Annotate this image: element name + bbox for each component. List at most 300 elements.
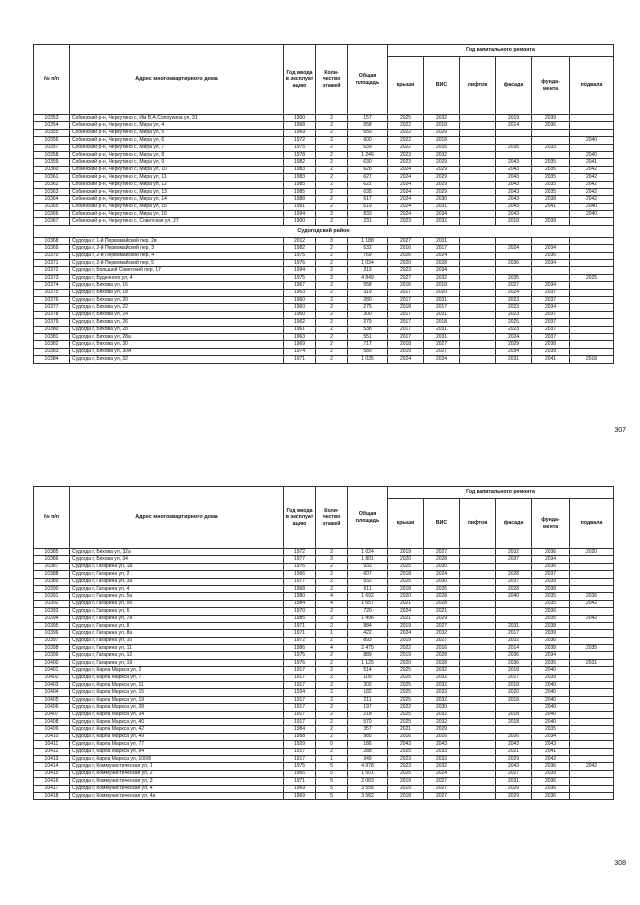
cell-num: 10411 — [34, 741, 70, 748]
table-row — [34, 203, 614, 210]
cell-year: 1917 — [284, 748, 316, 755]
cell-basement — [570, 667, 614, 674]
cell-foundation: 2034 — [532, 556, 570, 563]
cell-basement — [570, 704, 614, 711]
cell-year: 2012 — [284, 237, 316, 244]
cell-num: 10376 — [34, 296, 70, 303]
cell-year: 1971 — [284, 622, 316, 629]
table-row — [34, 645, 614, 652]
cell-roof: 2024 — [388, 356, 424, 363]
cell-lifts — [460, 218, 496, 225]
col-header-year: Год ввода в эксплуат ацию — [284, 487, 316, 549]
cell-basement — [570, 637, 614, 644]
cell-facade: 2018 — [496, 718, 532, 725]
cell-year: 1977 — [284, 556, 316, 563]
cell-roof: 2022 — [388, 129, 424, 136]
table-row — [34, 763, 614, 770]
cell-num: 10375 — [34, 289, 70, 296]
cell-floors: 2 — [316, 652, 348, 659]
col-header-floors: Коли- чество этажей — [316, 487, 348, 549]
cell-address: Судогда г, Гагарина ул, 7а — [70, 615, 284, 622]
cell-roof: 2023 — [388, 151, 424, 158]
cell-basement — [570, 260, 614, 267]
cell-num: 10392 — [34, 600, 70, 607]
cell-floors: 2 — [316, 571, 348, 578]
cell-vis: 2024 — [424, 571, 460, 578]
cell-area: 985 — [348, 733, 388, 740]
table-row — [34, 245, 614, 252]
table-row — [34, 174, 614, 181]
cell-vis: 2032 — [424, 718, 460, 725]
cell-basement — [570, 267, 614, 274]
cell-lifts — [460, 667, 496, 674]
cell-address: Судогда г, Коммунистическая ул, 1 — [70, 763, 284, 770]
cell-foundation: 2039 — [532, 674, 570, 681]
cell-vis: 2033 — [424, 755, 460, 762]
cell-year: 1971 — [284, 778, 316, 785]
cell-floors: 2 — [316, 341, 348, 348]
table-row — [34, 578, 614, 585]
cell-area: 2 475 — [348, 645, 388, 652]
cell-floors: 4 — [316, 593, 348, 600]
cell-year: 1984 — [284, 600, 316, 607]
cell-num: 10384 — [34, 356, 70, 363]
cell-num: 10402 — [34, 674, 70, 681]
cell-num: 10415 — [34, 770, 70, 777]
cell-roof: 2017 — [388, 296, 424, 303]
cell-lifts — [460, 711, 496, 718]
cell-foundation: 2037 — [532, 311, 570, 318]
cell-num: 10418 — [34, 792, 70, 799]
cell-roof: 2022 — [388, 144, 424, 151]
cell-area: 1 657 — [348, 600, 388, 607]
cell-address: Судогда г, Бяхова ул, 26 — [70, 319, 284, 326]
cell-facade: 2029 — [496, 785, 532, 792]
cell-basement — [570, 122, 614, 129]
cell-roof: 2018 — [388, 571, 424, 578]
cell-facade — [496, 563, 532, 570]
cell-facade: 2043 — [496, 181, 532, 188]
cell-num: 10413 — [34, 755, 70, 762]
cell-foundation: 2041 — [532, 203, 570, 210]
cell-area: 626 — [348, 166, 388, 173]
cell-basement — [570, 778, 614, 785]
cell-foundation: 2035 — [532, 166, 570, 173]
cell-facade: 2037 — [496, 556, 532, 563]
cell-area: 630 — [348, 159, 388, 166]
cell-roof: 2017 — [388, 326, 424, 333]
cell-address: Судогда г, Карла Маркса ул, 28 — [70, 704, 284, 711]
cell-roof: 2027 — [388, 237, 424, 244]
cell-foundation: 2035 — [532, 181, 570, 188]
cell-roof: 2021 — [388, 726, 424, 733]
cell-floors: 2 — [316, 196, 348, 203]
cell-facade: 2036 — [496, 659, 532, 666]
cell-floors: 5 — [316, 763, 348, 770]
cell-year: 1983 — [284, 174, 316, 181]
cell-area: 157 — [348, 115, 388, 122]
cell-vis: 2033 — [424, 748, 460, 755]
cell-basement — [570, 129, 614, 136]
cell-area: 2 083 — [348, 778, 388, 785]
cell-num: 10380 — [34, 326, 70, 333]
cell-num: 10370 — [34, 252, 70, 259]
cell-vis: 2027 — [424, 785, 460, 792]
cell-floors: 2 — [316, 296, 348, 303]
cell-vis: 2017 — [424, 245, 460, 252]
cell-foundation: 2036 — [532, 549, 570, 556]
cell-address: Собинский р-н, Черкутино с, Мира ул, 13 — [70, 188, 284, 195]
cell-lifts — [460, 593, 496, 600]
cell-year: 1917 — [284, 718, 316, 725]
cell-address: Судогда г, Бяхова ул, 24 — [70, 311, 284, 318]
cell-area: 551 — [348, 333, 388, 340]
cell-roof: 2016 — [388, 282, 424, 289]
cell-roof: 2019 — [388, 549, 424, 556]
cell-basement — [570, 792, 614, 799]
cell-year: 1983 — [284, 166, 316, 173]
cell-address: Судогда г, Карла Маркса ул, 40 — [70, 718, 284, 725]
cell-address: Судогда г, Большой Советский пер, 17 — [70, 267, 284, 274]
cell-num: 10372 — [34, 267, 70, 274]
cell-vis: 2027 — [424, 341, 460, 348]
cell-basement: 2025 — [570, 274, 614, 281]
cell-area: 570 — [348, 718, 388, 725]
cell-roof: 2016 — [388, 733, 424, 740]
cell-roof: 2023 — [388, 755, 424, 762]
cell-lifts — [460, 203, 496, 210]
cell-basement: 2042 — [570, 763, 614, 770]
cell-num: 10389 — [34, 578, 70, 585]
document-page-308 — [0, 452, 640, 905]
cell-floors: 2 — [316, 326, 348, 333]
cell-vis: 2028 — [424, 593, 460, 600]
table-row — [34, 282, 614, 289]
table-body — [34, 549, 614, 800]
cell-address: Судогда г, Бяхова ул, 22 — [70, 304, 284, 311]
cell-foundation: 2040 — [532, 682, 570, 689]
cell-vis: 2016 — [424, 733, 460, 740]
cell-address: Судогда г, Карла Маркса ул, 42 — [70, 726, 284, 733]
cell-area: 288 — [348, 748, 388, 755]
cell-basement — [570, 571, 614, 578]
cell-floors: 2 — [316, 711, 348, 718]
cell-facade: 2043 — [496, 159, 532, 166]
cell-address: Судогда г, Бяхова ул, 20 — [70, 296, 284, 303]
cell-year: 1994 — [284, 211, 316, 218]
table-row — [34, 741, 614, 748]
cell-floors: 2 — [316, 181, 348, 188]
cell-foundation — [532, 137, 570, 144]
cell-num: 10371 — [34, 260, 70, 267]
cell-num: 10363 — [34, 188, 70, 195]
cell-vis: 2031 — [424, 326, 460, 333]
cell-foundation: 2035 — [532, 188, 570, 195]
cell-area: 186 — [348, 741, 388, 748]
cell-basement — [570, 682, 614, 689]
cell-num: 10412 — [34, 748, 70, 755]
cell-basement: 2042 — [570, 188, 614, 195]
cell-foundation — [532, 151, 570, 158]
cell-vis: 2028 — [424, 556, 460, 563]
cell-area: 275 — [348, 304, 388, 311]
cell-address: Судогда г, Гагарина ул, 5а — [70, 593, 284, 600]
cell-floors: 2 — [316, 245, 348, 252]
cell-num: 10401 — [34, 667, 70, 674]
table-row — [34, 348, 614, 355]
table-row — [34, 296, 614, 303]
cell-basement: 2018 — [570, 356, 614, 363]
cell-vis: 2027 — [424, 792, 460, 799]
cell-address: Судогда г, Гагарина ул, 10 — [70, 637, 284, 644]
cell-foundation: 2035 — [532, 615, 570, 622]
cell-vis: 2018 — [424, 122, 460, 129]
cell-area: 932 — [348, 578, 388, 585]
cell-basement — [570, 245, 614, 252]
cell-floors: 3 — [316, 556, 348, 563]
cell-year: 1994 — [284, 267, 316, 274]
cell-num: 10355 — [34, 129, 70, 136]
cell-vis: 2018 — [424, 282, 460, 289]
table-row — [34, 151, 614, 158]
col-header-num: № п/п — [34, 487, 70, 549]
cell-area: 933 — [348, 563, 388, 570]
cell-address: Судогда г, Карла Маркса ул, 34 — [70, 711, 284, 718]
cell-address: Судогда г, Карла Маркса ул, 100/8 — [70, 755, 284, 762]
cell-year: 1975 — [284, 763, 316, 770]
cell-foundation: 2039 — [532, 578, 570, 585]
cell-year: 1965 — [284, 770, 316, 777]
cell-roof: 2017 — [388, 333, 424, 340]
cell-floors: 2 — [316, 174, 348, 181]
cell-facade: 2043 — [496, 763, 532, 770]
cell-floors: 2 — [316, 704, 348, 711]
cell-num: 10398 — [34, 645, 70, 652]
cell-floors: 5 — [316, 785, 348, 792]
cell-area: 109 — [348, 674, 388, 681]
cell-address: Судогда г, Бяхова ул, 32а — [70, 549, 284, 556]
cell-roof: 2019 — [388, 637, 424, 644]
cell-num: 10394 — [34, 615, 70, 622]
cell-vis: 2043 — [424, 741, 460, 748]
cell-num: 10373 — [34, 274, 70, 281]
table-row — [34, 144, 614, 151]
cell-num: 10357 — [34, 144, 70, 151]
cell-vis: 2018 — [424, 137, 460, 144]
cell-foundation: 2035 — [532, 159, 570, 166]
cell-floors: 2 — [316, 319, 348, 326]
cell-address: Судогда г, 1-й Первомайский пер, 2в — [70, 237, 284, 244]
cell-area: 313 — [348, 267, 388, 274]
cell-area: 619 — [348, 203, 388, 210]
cell-roof: 2024 — [388, 188, 424, 195]
cell-foundation: 2036 — [532, 763, 570, 770]
cell-facade: 2023 — [496, 296, 532, 303]
cell-num: 10358 — [34, 151, 70, 158]
cell-floors: 2 — [316, 203, 348, 210]
cell-num: 10367 — [34, 218, 70, 225]
cell-vis: 2032 — [424, 667, 460, 674]
cell-vis: 2016 — [424, 144, 460, 151]
col-header-roof: крыши — [388, 499, 424, 549]
cell-roof: 2017 — [388, 319, 424, 326]
cell-facade: 2043 — [496, 188, 532, 195]
cell-facade: 2029 — [496, 341, 532, 348]
cell-foundation: 2036 — [532, 637, 570, 644]
table-row — [34, 622, 614, 629]
cell-foundation: 2037 — [532, 571, 570, 578]
cell-foundation: 2039 — [532, 348, 570, 355]
cell-roof: 2019 — [388, 778, 424, 785]
cell-facade: 2035 — [496, 274, 532, 281]
cell-num: 10379 — [34, 319, 70, 326]
cell-vis: 2029 — [424, 159, 460, 166]
cell-facade: 2043 — [496, 211, 532, 218]
cell-year: 1985 — [284, 181, 316, 188]
cell-basement — [570, 341, 614, 348]
cell-lifts — [460, 252, 496, 259]
cell-num: 10388 — [34, 571, 70, 578]
cell-lifts — [460, 563, 496, 570]
cell-num: 10397 — [34, 637, 70, 644]
cell-area: 280 — [348, 296, 388, 303]
cell-vis: 2027 — [424, 549, 460, 556]
cell-vis: 2031 — [424, 203, 460, 210]
cell-basement — [570, 556, 614, 563]
cell-num: 10359 — [34, 159, 70, 166]
cell-facade: 2036 — [496, 652, 532, 659]
cell-area: 300 — [348, 311, 388, 318]
cell-lifts — [460, 333, 496, 340]
cell-roof: 2017 — [388, 289, 424, 296]
cell-basement — [570, 311, 614, 318]
cell-area: 717 — [348, 341, 388, 348]
cell-address: Судогда г, Коммунистическая ул, 3 — [70, 778, 284, 785]
table-row — [34, 630, 614, 637]
cell-basement — [570, 622, 614, 629]
cell-foundation: 2040 — [532, 696, 570, 703]
cell-address: Судогда г, Бяхова ул, 34 — [70, 556, 284, 563]
cell-floors: 2 — [316, 718, 348, 725]
cell-num: 10406 — [34, 704, 70, 711]
col-header-facade: фасада — [496, 499, 532, 549]
cell-vis: 2029 — [424, 188, 460, 195]
cell-vis: 2016 — [424, 645, 460, 652]
cell-floors: 2 — [316, 333, 348, 340]
cell-lifts — [460, 741, 496, 748]
cell-lifts — [460, 267, 496, 274]
cell-year: 1975 — [284, 252, 316, 259]
cell-vis: 2028 — [424, 652, 460, 659]
cell-roof: 2023 — [388, 159, 424, 166]
page-number: 308 — [614, 860, 626, 867]
cell-lifts — [460, 304, 496, 311]
cell-year: 1991 — [284, 203, 316, 210]
cell-address: Судогда г, Карла Маркса ул, 7 — [70, 674, 284, 681]
cell-roof: 2024 — [388, 181, 424, 188]
district-title: Судогодский район — [34, 225, 614, 237]
cell-vis: 2028 — [424, 659, 460, 666]
col-header-basement: подвала — [570, 499, 614, 549]
cell-num: 10407 — [34, 711, 70, 718]
district-section — [34, 225, 614, 237]
cell-address: Судогда г, 2-й Первомайский пер, 4 — [70, 252, 284, 259]
table-row — [34, 593, 614, 600]
cell-lifts — [460, 556, 496, 563]
cell-area: 514 — [348, 667, 388, 674]
table-row — [34, 137, 614, 144]
cell-address: Судогда г, Бяхова ул, 32 — [70, 356, 284, 363]
cell-floors: 2 — [316, 585, 348, 592]
cell-area: 538 — [348, 326, 388, 333]
cell-area: 833 — [348, 211, 388, 218]
district-row — [34, 225, 614, 237]
cell-facade — [496, 600, 532, 607]
cell-foundation — [532, 267, 570, 274]
cell-year: 1978 — [284, 151, 316, 158]
cell-area: 349 — [348, 755, 388, 762]
col-header-repair-group: Год капитального ремонта — [388, 487, 614, 499]
cell-address: Судогда г, Бяхова ул, 28а — [70, 333, 284, 340]
cell-floors: 2 — [316, 289, 348, 296]
cell-facade: 2023 — [496, 304, 532, 311]
cell-address: Судогда г, Гагарина ул, 11 — [70, 645, 284, 652]
cell-facade: 2014 — [496, 645, 532, 652]
cell-roof: 2025 — [388, 711, 424, 718]
cell-num: 10403 — [34, 682, 70, 689]
cell-area: 3 582 — [348, 792, 388, 799]
cell-area: 589 — [348, 348, 388, 355]
cell-facade: 2023 — [496, 326, 532, 333]
cell-vis: 2034 — [424, 356, 460, 363]
cell-floors: 2 — [316, 188, 348, 195]
cell-basement — [570, 741, 614, 748]
cell-floors: 1 — [316, 755, 348, 762]
cell-lifts — [460, 792, 496, 799]
table-row — [34, 748, 614, 755]
cell-lifts — [460, 652, 496, 659]
cell-roof: 2018 — [388, 304, 424, 311]
cell-num: 10382 — [34, 341, 70, 348]
cell-basement — [570, 733, 614, 740]
cell-lifts — [460, 151, 496, 158]
cell-address: Судогда г, Коммунистическая ул, 2 — [70, 770, 284, 777]
table-row — [34, 733, 614, 740]
cell-area: 627 — [348, 174, 388, 181]
cell-num: 10417 — [34, 785, 70, 792]
cell-lifts — [460, 608, 496, 615]
cell-roof: 2025 — [388, 696, 424, 703]
cell-year: 1975 — [284, 144, 316, 151]
table-row — [34, 252, 614, 259]
cell-facade — [496, 129, 532, 136]
col-header-floors: Коли- чество этажей — [316, 45, 348, 115]
cell-vis: 2029 — [424, 615, 460, 622]
cell-address: Судогда г, Гагарина ул, 8 — [70, 622, 284, 629]
cell-basement: 2040 — [570, 211, 614, 218]
cell-address: Собинский р-н, Черкутино с, Мира ул, 5 — [70, 129, 284, 136]
cell-basement — [570, 630, 614, 637]
col-header-year: Год ввода в эксплуат ацию — [284, 45, 316, 115]
cell-vis: 2034 — [424, 211, 460, 218]
table-row — [34, 682, 614, 689]
cell-foundation: 2040 — [532, 667, 570, 674]
cell-foundation: 2039 — [532, 770, 570, 777]
cell-lifts — [460, 166, 496, 173]
cell-foundation: 2035 — [532, 174, 570, 181]
table-row — [34, 159, 614, 166]
cell-year: 1976 — [284, 563, 316, 570]
